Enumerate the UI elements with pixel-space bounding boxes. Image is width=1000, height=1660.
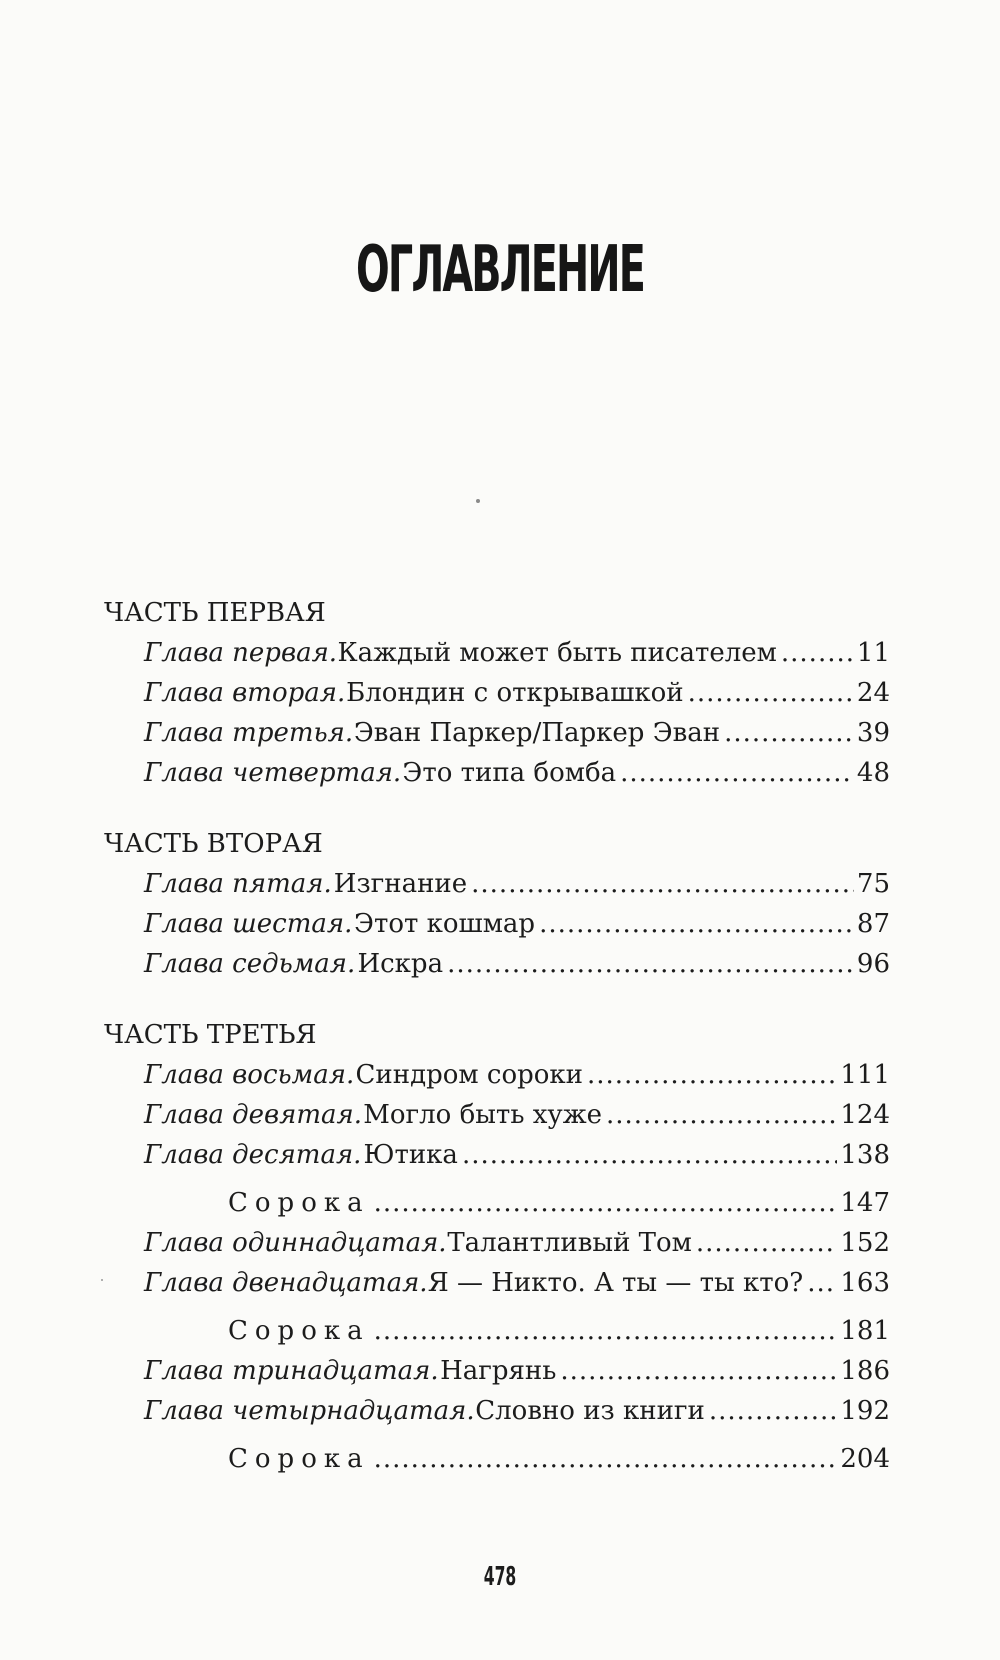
page-ref: 181 — [840, 1316, 890, 1346]
chapter-title: Эван Паркер/Паркер Эван — [353, 718, 721, 748]
chapter-title: Талантливый Том — [447, 1228, 692, 1258]
leader-dots — [688, 680, 854, 706]
toc-entry[interactable] — [144, 1102, 890, 1128]
chapter-title: Нагрянь — [440, 1356, 557, 1386]
chapter-number: Глава десятая. — [144, 1140, 362, 1170]
chapter-number: Глава седьмая. — [144, 949, 356, 979]
leader-dots — [462, 1142, 837, 1168]
page-ref: 11 — [856, 638, 890, 668]
part-heading: ЧАСТЬ ПЕРВАЯ — [104, 598, 326, 628]
toc-entry[interactable] — [144, 951, 890, 977]
leader-dots — [471, 871, 854, 897]
toc-entry[interactable] — [144, 1230, 890, 1256]
chapter-title: Ютика — [363, 1140, 458, 1170]
page-ref: 24 — [856, 678, 890, 708]
toc-entry[interactable] — [144, 760, 890, 786]
chapter-number: Глава шестая. — [144, 909, 353, 939]
chapter-number: Глава тринадцатая. — [144, 1356, 439, 1386]
leader-dots — [620, 760, 854, 786]
page-ref: 124 — [840, 1100, 890, 1130]
chapter-title: Искра — [357, 949, 444, 979]
page-ref: 111 — [840, 1060, 890, 1090]
toc-entry[interactable] — [144, 1142, 890, 1168]
leader-dots — [374, 1446, 838, 1472]
page-ref: 48 — [856, 758, 890, 788]
print-speck — [476, 499, 480, 503]
chapter-title: Могло быть хуже — [363, 1100, 602, 1130]
chapter-number: Глава вторая. — [144, 678, 346, 708]
chapter-title: Синдром сороки — [355, 1060, 583, 1090]
leader-dots — [374, 1190, 838, 1216]
leader-dots — [807, 1270, 837, 1296]
chapter-title: Я — Никто. А ты — ты кто? — [427, 1268, 804, 1298]
interlude-title: Сорока — [228, 1316, 370, 1346]
page-ref: 96 — [856, 949, 890, 979]
toc-entry[interactable] — [144, 1358, 890, 1384]
toc-entry[interactable] — [144, 640, 890, 666]
chapter-number: Глава четырнадцатая. — [144, 1396, 475, 1426]
chapter-title: Это типа бомба — [402, 758, 617, 788]
toc-entry-interlude[interactable] — [228, 1446, 890, 1472]
chapter-number: Глава четвертая. — [144, 758, 402, 788]
interlude-title: Сорока — [228, 1444, 370, 1474]
page-ref: 138 — [840, 1140, 890, 1170]
toc-entry-interlude[interactable] — [228, 1190, 890, 1216]
page-ref: 39 — [856, 718, 890, 748]
chapter-number: Глава третья. — [144, 718, 354, 748]
leader-dots — [447, 951, 854, 977]
chapter-title: Изгнание — [333, 869, 468, 899]
chapter-title: Словно из книги — [475, 1396, 705, 1426]
leader-dots — [539, 911, 854, 937]
chapter-number: Глава первая. — [144, 638, 338, 668]
part-heading: ЧАСТЬ ВТОРАЯ — [104, 829, 323, 859]
chapter-title: Блондин с открывашкой — [346, 678, 684, 708]
print-speck — [101, 1279, 103, 1281]
page-ref: 186 — [840, 1356, 890, 1386]
page-title: ОГЛАВЛЕНИЕ — [356, 233, 644, 307]
page-ref: 75 — [856, 869, 890, 899]
toc-entry[interactable] — [144, 911, 890, 937]
chapter-number: Глава девятая. — [144, 1100, 363, 1130]
leader-dots — [560, 1358, 837, 1384]
page-ref: 192 — [840, 1396, 890, 1426]
leader-dots — [374, 1318, 838, 1344]
interlude-title: Сорока — [228, 1188, 370, 1218]
chapter-number: Глава одиннадцатая. — [144, 1228, 447, 1258]
toc-entry[interactable] — [144, 1062, 890, 1088]
toc-entry[interactable] — [144, 871, 890, 897]
page-number: 478 — [483, 1562, 517, 1592]
page-ref: 152 — [840, 1228, 890, 1258]
chapter-title: Каждый может быть писателем — [337, 638, 777, 668]
chapter-number: Глава двенадцатая. — [144, 1268, 428, 1298]
leader-dots — [781, 640, 854, 666]
chapter-number: Глава пятая. — [144, 869, 332, 899]
toc-entry[interactable] — [144, 1398, 890, 1424]
toc-entry[interactable] — [144, 720, 890, 746]
chapter-title: Этот кошмар — [354, 909, 536, 939]
chapter-number: Глава восьмая. — [144, 1060, 355, 1090]
page-ref: 87 — [856, 909, 890, 939]
toc-entry[interactable] — [144, 1270, 890, 1296]
leader-dots — [709, 1398, 838, 1424]
leader-dots — [606, 1102, 837, 1128]
toc-entry-interlude[interactable] — [228, 1318, 890, 1344]
part-heading: ЧАСТЬ ТРЕТЬЯ — [104, 1020, 317, 1050]
leader-dots — [696, 1230, 837, 1256]
leader-dots — [724, 720, 854, 746]
toc-entry[interactable] — [144, 680, 890, 706]
page-ref: 204 — [840, 1444, 890, 1474]
page-ref: 163 — [840, 1268, 890, 1298]
page-ref: 147 — [840, 1188, 890, 1218]
leader-dots — [587, 1062, 837, 1088]
